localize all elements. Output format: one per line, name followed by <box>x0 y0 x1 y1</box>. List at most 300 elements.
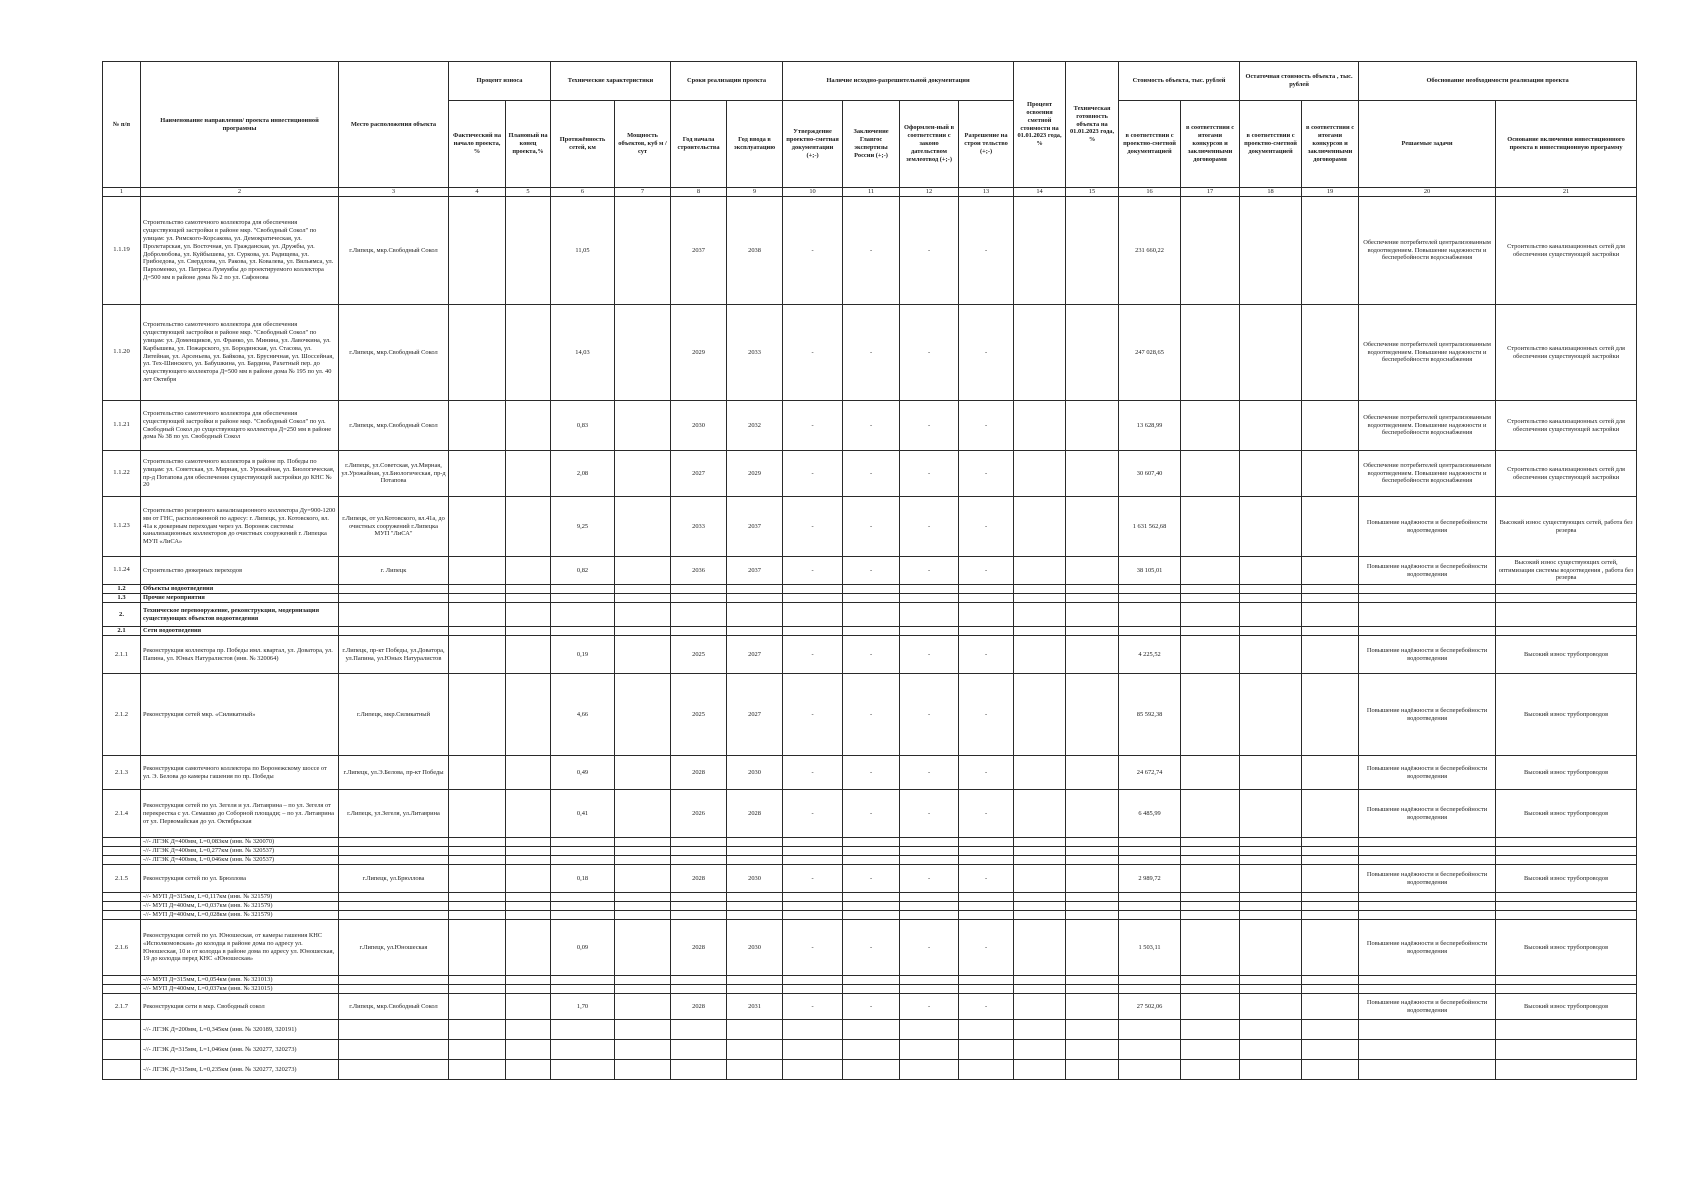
tasks-cell: Обеспечение потребителей централизованным водоотведением. Повышение надежности и бесперебойности водоснабжения <box>1359 451 1496 497</box>
doc-approve-cell: - <box>783 674 843 756</box>
basis-cell: Высокий износ трубопроводов <box>1496 674 1637 756</box>
residual-contest-cell <box>1302 790 1359 838</box>
project-place <box>339 847 449 856</box>
basis-cell <box>1496 902 1637 911</box>
doc-permit-cell: - <box>959 401 1014 451</box>
tech-readiness-cell <box>1066 305 1119 401</box>
cost-contest-cell <box>1181 920 1240 976</box>
header-place: Место расположения объекта <box>339 62 449 188</box>
project-name: Строительство резервного канализационного коллектора Ду=900-1200 мм от ГНС, расположенной по адресу: г. Липецк, ул. Котовского, вл. 41а к дюкерным переходам через ул. Воронеж системы канализационных коллекторов до очистных сооружений г. Липецка МУП «ЛиСА» <box>141 497 339 557</box>
power-cell <box>615 197 671 305</box>
header-justify-group: Обоснование необходимости реализации проекта <box>1359 62 1637 101</box>
power-cell <box>615 756 671 790</box>
row-number: 1.3 <box>103 594 141 603</box>
wear-plan-cell <box>506 1040 551 1060</box>
residual-contest-cell <box>1302 994 1359 1020</box>
column-number: 14 <box>1014 188 1066 197</box>
cost-psd-cell <box>1119 911 1181 920</box>
tasks-cell <box>1359 1060 1496 1080</box>
power-cell <box>615 1040 671 1060</box>
pct-estimate-cell <box>1014 627 1066 636</box>
wear-plan-cell <box>506 674 551 756</box>
cost-psd-cell <box>1119 1020 1181 1040</box>
length-cell <box>551 902 615 911</box>
wear-plan-cell <box>506 838 551 847</box>
doc-land-cell: - <box>900 401 959 451</box>
row-number <box>103 838 141 847</box>
doc-approve-cell <box>783 1040 843 1060</box>
pct-estimate-cell <box>1014 451 1066 497</box>
cost-contest-cell <box>1181 594 1240 603</box>
document-sheet <box>102 61 1632 1080</box>
length-cell: 1,70 <box>551 994 615 1020</box>
column-number: 11 <box>843 188 900 197</box>
project-name: Строительство самотечного коллектора для обеспечения существующей застройки в районе мкр. "Свободный Сокол" по ул. Свободный Сокол до существующего коллектора Д=250 мм в районе дома № 38 по ул. Свободный Сокол <box>141 401 339 451</box>
doc-permit-cell: - <box>959 497 1014 557</box>
cost-contest-cell <box>1181 1060 1240 1080</box>
power-cell <box>615 636 671 674</box>
cost-psd-cell: 6 485,99 <box>1119 790 1181 838</box>
power-cell <box>615 985 671 994</box>
start-year-cell <box>671 585 727 594</box>
project-place: г. Липецк <box>339 557 449 585</box>
cost-psd-cell: 4 225,52 <box>1119 636 1181 674</box>
power-cell <box>615 627 671 636</box>
pct-estimate-cell <box>1014 1020 1066 1040</box>
cost-contest-cell <box>1181 305 1240 401</box>
end-year-cell <box>727 627 783 636</box>
wear-plan-cell <box>506 197 551 305</box>
residual-psd-cell <box>1240 497 1302 557</box>
project-place <box>339 1060 449 1080</box>
residual-contest-cell <box>1302 985 1359 994</box>
doc-approve-cell <box>783 893 843 902</box>
start-year-cell <box>671 603 727 627</box>
wear-fact-cell <box>449 790 506 838</box>
end-year-cell <box>727 893 783 902</box>
start-year-cell <box>671 902 727 911</box>
wear-plan-cell <box>506 1060 551 1080</box>
header-doc-approve: Утверждение проектно-сметная документации (+;-) <box>783 101 843 188</box>
length-cell: 0,19 <box>551 636 615 674</box>
tech-readiness-cell <box>1066 497 1119 557</box>
project-name: Реконструкция сетей по ул. Зегеля и ул. Литаврина – по ул. Зегеля от перекрестка с ул. Семашко до Соборной площади; – по ул. Литаврина от ул. Первомайская до ул. Октябрьская <box>141 790 339 838</box>
investment-program-table <box>102 61 1637 1080</box>
power-cell <box>615 994 671 1020</box>
header-wear-fact: Фактический на начало проекта, % <box>449 101 506 188</box>
doc-permit-cell <box>959 838 1014 847</box>
doc-land-cell <box>900 893 959 902</box>
wear-plan-cell <box>506 994 551 1020</box>
start-year-cell: 2029 <box>671 305 727 401</box>
cost-contest-cell <box>1181 401 1240 451</box>
residual-contest-cell <box>1302 636 1359 674</box>
row-number: 1.1.20 <box>103 305 141 401</box>
project-name: Строительство дюкерных переходов <box>141 557 339 585</box>
project-place: г.Липецк, мкр.Свободный Сокол <box>339 401 449 451</box>
row-number <box>103 1020 141 1040</box>
end-year-cell: 2027 <box>727 674 783 756</box>
residual-contest-cell <box>1302 1040 1359 1060</box>
residual-contest-cell <box>1302 557 1359 585</box>
basis-cell: Высокий износ трубопроводов <box>1496 994 1637 1020</box>
tech-readiness-cell <box>1066 674 1119 756</box>
doc-land-cell <box>900 976 959 985</box>
length-cell: 0,83 <box>551 401 615 451</box>
doc-approve-cell: - <box>783 790 843 838</box>
pct-estimate-cell <box>1014 1060 1066 1080</box>
end-year-cell <box>727 1020 783 1040</box>
doc-approve-cell <box>783 985 843 994</box>
project-name: Техническое перевооружение, реконструкция, модернизация существующих объектов водоотведения <box>141 603 339 627</box>
wear-fact-cell <box>449 603 506 627</box>
power-cell <box>615 893 671 902</box>
basis-cell <box>1496 585 1637 594</box>
doc-approve-cell: - <box>783 865 843 893</box>
end-year-cell <box>727 902 783 911</box>
length-cell <box>551 976 615 985</box>
wear-plan-cell <box>506 790 551 838</box>
cost-psd-cell <box>1119 976 1181 985</box>
residual-psd-cell <box>1240 585 1302 594</box>
column-number: 7 <box>615 188 671 197</box>
length-cell <box>551 1040 615 1060</box>
sub-item-row <box>103 976 1637 985</box>
project-name: -//- МУП Д=400мм, L=0,037км (инв. № 321015) <box>141 985 339 994</box>
end-year-cell <box>727 603 783 627</box>
length-cell <box>551 893 615 902</box>
residual-psd-cell <box>1240 865 1302 893</box>
start-year-cell <box>671 838 727 847</box>
doc-expert-cell <box>843 911 900 920</box>
length-cell: 11,05 <box>551 197 615 305</box>
tech-readiness-cell <box>1066 920 1119 976</box>
residual-psd-cell <box>1240 838 1302 847</box>
power-cell <box>615 790 671 838</box>
tech-readiness-cell <box>1066 1020 1119 1040</box>
cost-contest-cell <box>1181 636 1240 674</box>
header-power: Мощность объектов, куб м /сут <box>615 101 671 188</box>
row-number: 2.1 <box>103 627 141 636</box>
doc-expert-cell <box>843 585 900 594</box>
cost-psd-cell: 85 592,38 <box>1119 674 1181 756</box>
column-number: 16 <box>1119 188 1181 197</box>
cost-psd-cell <box>1119 838 1181 847</box>
doc-approve-cell: - <box>783 994 843 1020</box>
doc-land-cell <box>900 603 959 627</box>
table-row <box>103 674 1637 756</box>
cost-contest-cell <box>1181 497 1240 557</box>
end-year-cell <box>727 594 783 603</box>
wear-fact-cell <box>449 497 506 557</box>
start-year-cell: 2028 <box>671 920 727 976</box>
project-place <box>339 594 449 603</box>
residual-contest-cell <box>1302 1020 1359 1040</box>
doc-land-cell: - <box>900 305 959 401</box>
doc-expert-cell: - <box>843 920 900 976</box>
power-cell <box>615 920 671 976</box>
doc-permit-cell <box>959 976 1014 985</box>
residual-contest-cell <box>1302 627 1359 636</box>
length-cell <box>551 603 615 627</box>
column-number: 5 <box>506 188 551 197</box>
residual-contest-cell <box>1302 976 1359 985</box>
tasks-cell: Повышение надёжности и бесперебойности водоотведения <box>1359 636 1496 674</box>
doc-approve-cell <box>783 1020 843 1040</box>
residual-psd-cell <box>1240 603 1302 627</box>
basis-cell <box>1496 911 1637 920</box>
residual-contest-cell <box>1302 920 1359 976</box>
row-number <box>103 847 141 856</box>
sub-item-row <box>103 1060 1637 1080</box>
residual-contest-cell <box>1302 497 1359 557</box>
doc-land-cell <box>900 985 959 994</box>
row-number: 2.1.6 <box>103 920 141 976</box>
project-place: г.Липецк, ул.Брюллова <box>339 865 449 893</box>
project-name: -//- ЛГЭК Д=400мм, L=0,083км (инв. № 320070) <box>141 838 339 847</box>
row-number: 2. <box>103 603 141 627</box>
wear-fact-cell <box>449 594 506 603</box>
wear-plan-cell <box>506 847 551 856</box>
tech-readiness-cell <box>1066 994 1119 1020</box>
wear-plan-cell <box>506 920 551 976</box>
project-name: -//- ЛГЭК Д=400мм, L=0,277км (инв. № 320537) <box>141 847 339 856</box>
doc-approve-cell: - <box>783 756 843 790</box>
length-cell: 0,82 <box>551 557 615 585</box>
basis-cell: Строительство канализационных сетей для обеспечения существующей застройки <box>1496 451 1637 497</box>
cost-psd-cell: 30 607,40 <box>1119 451 1181 497</box>
residual-psd-cell <box>1240 594 1302 603</box>
doc-permit-cell <box>959 985 1014 994</box>
project-place <box>339 1040 449 1060</box>
column-number: 1 <box>103 188 141 197</box>
row-number <box>103 911 141 920</box>
doc-expert-cell: - <box>843 497 900 557</box>
residual-psd-cell <box>1240 1040 1302 1060</box>
cost-psd-cell: 1 503,11 <box>1119 920 1181 976</box>
doc-expert-cell <box>843 856 900 865</box>
doc-expert-cell <box>843 1040 900 1060</box>
basis-cell <box>1496 985 1637 994</box>
wear-fact-cell <box>449 585 506 594</box>
residual-psd-cell <box>1240 1060 1302 1080</box>
basis-cell <box>1496 893 1637 902</box>
pct-estimate-cell <box>1014 674 1066 756</box>
cost-psd-cell <box>1119 902 1181 911</box>
residual-contest-cell <box>1302 838 1359 847</box>
doc-expert-cell <box>843 847 900 856</box>
doc-approve-cell <box>783 603 843 627</box>
basis-cell <box>1496 1040 1637 1060</box>
tasks-cell: Обеспечение потребителей централизованным водоотведением. Повышение надежности и бесперебойности водоснабжения <box>1359 197 1496 305</box>
doc-approve-cell: - <box>783 557 843 585</box>
project-name: Реконструкция коллектора пр. Победы имл. квартал, ул. Доватора, ул. Папина, ул. Юных Натуралистов (инв. № 320064) <box>141 636 339 674</box>
tasks-cell <box>1359 856 1496 865</box>
sub-item-row <box>103 902 1637 911</box>
wear-fact-cell <box>449 756 506 790</box>
doc-expert-cell: - <box>843 557 900 585</box>
wear-fact-cell <box>449 627 506 636</box>
header-cost-contest: в соответствии с итогами конкурсов и заключенными договорами <box>1181 101 1240 188</box>
residual-contest-cell <box>1302 1060 1359 1080</box>
doc-land-cell <box>900 585 959 594</box>
residual-contest-cell <box>1302 902 1359 911</box>
residual-contest-cell <box>1302 594 1359 603</box>
doc-permit-cell: - <box>959 557 1014 585</box>
header-cost-group: Стоимость объекта, тыс. рублей <box>1119 62 1240 101</box>
doc-land-cell <box>900 838 959 847</box>
residual-contest-cell <box>1302 401 1359 451</box>
doc-expert-cell: - <box>843 865 900 893</box>
row-number: 2.1.3 <box>103 756 141 790</box>
doc-approve-cell <box>783 911 843 920</box>
end-year-cell <box>727 585 783 594</box>
basis-cell <box>1496 603 1637 627</box>
start-year-cell <box>671 627 727 636</box>
wear-plan-cell <box>506 627 551 636</box>
doc-land-cell: - <box>900 497 959 557</box>
end-year-cell: 2037 <box>727 557 783 585</box>
doc-expert-cell <box>843 893 900 902</box>
length-cell <box>551 911 615 920</box>
cost-contest-cell <box>1181 674 1240 756</box>
project-place <box>339 856 449 865</box>
project-name: -//- ЛГЭК Д=315мм, L=0,235км (инв. № 320277, 320273) <box>141 1060 339 1080</box>
wear-plan-cell <box>506 1020 551 1040</box>
basis-cell: Строительство канализационных сетей для обеспечения существующей застройки <box>1496 401 1637 451</box>
end-year-cell <box>727 1060 783 1080</box>
column-number: 20 <box>1359 188 1496 197</box>
project-place <box>339 603 449 627</box>
pct-estimate-cell <box>1014 976 1066 985</box>
power-cell <box>615 847 671 856</box>
pct-estimate-cell <box>1014 790 1066 838</box>
start-year-cell: 2028 <box>671 756 727 790</box>
row-number <box>103 893 141 902</box>
doc-approve-cell <box>783 585 843 594</box>
doc-land-cell: - <box>900 636 959 674</box>
end-year-cell <box>727 838 783 847</box>
doc-expert-cell <box>843 594 900 603</box>
basis-cell: Высокий износ трубопроводов <box>1496 920 1637 976</box>
doc-permit-cell <box>959 1040 1014 1060</box>
pct-estimate-cell <box>1014 594 1066 603</box>
cost-contest-cell <box>1181 585 1240 594</box>
doc-approve-cell: - <box>783 920 843 976</box>
doc-expert-cell <box>843 603 900 627</box>
pct-estimate-cell <box>1014 893 1066 902</box>
table-row <box>103 401 1637 451</box>
cost-contest-cell <box>1181 865 1240 893</box>
doc-permit-cell: - <box>959 994 1014 1020</box>
doc-land-cell <box>900 847 959 856</box>
wear-fact-cell <box>449 994 506 1020</box>
power-cell <box>615 497 671 557</box>
power-cell <box>615 856 671 865</box>
residual-psd-cell <box>1240 902 1302 911</box>
wear-fact-cell <box>449 305 506 401</box>
tasks-cell <box>1359 594 1496 603</box>
pct-estimate-cell <box>1014 920 1066 976</box>
tech-readiness-cell <box>1066 627 1119 636</box>
residual-psd-cell <box>1240 305 1302 401</box>
pct-estimate-cell <box>1014 497 1066 557</box>
residual-psd-cell <box>1240 985 1302 994</box>
project-place: г.Липецк, мкр.Свободный Сокол <box>339 305 449 401</box>
doc-permit-cell: - <box>959 305 1014 401</box>
basis-cell <box>1496 856 1637 865</box>
cost-contest-cell <box>1181 856 1240 865</box>
header-wear-plan: Плановый на конец проекта,% <box>506 101 551 188</box>
header-pct-estimate: Процент освоения сметной стоимости на 01.01.2023 года, % <box>1014 62 1066 188</box>
project-place <box>339 585 449 594</box>
row-number <box>103 976 141 985</box>
doc-permit-cell <box>959 911 1014 920</box>
doc-land-cell <box>900 902 959 911</box>
tasks-cell <box>1359 838 1496 847</box>
length-cell: 0,09 <box>551 920 615 976</box>
power-cell <box>615 674 671 756</box>
length-cell <box>551 847 615 856</box>
header-wear-group: Процент износа <box>449 62 551 101</box>
project-name: Объекты водоотведения <box>141 585 339 594</box>
pct-estimate-cell <box>1014 911 1066 920</box>
residual-psd-cell <box>1240 1020 1302 1040</box>
doc-permit-cell <box>959 1060 1014 1080</box>
cost-contest-cell <box>1181 197 1240 305</box>
cost-contest-cell <box>1181 893 1240 902</box>
project-name: -//- ЛГЭК Д=400мм, L=0,046км (инв. № 320537) <box>141 856 339 865</box>
table-row <box>103 305 1637 401</box>
project-name: -//- МУП Д=400мм, L=0,037км (инв. № 321579) <box>141 902 339 911</box>
doc-expert-cell: - <box>843 401 900 451</box>
doc-permit-cell: - <box>959 674 1014 756</box>
residual-contest-cell <box>1302 197 1359 305</box>
row-number: 1.1.21 <box>103 401 141 451</box>
power-cell <box>615 1020 671 1040</box>
wear-plan-cell <box>506 401 551 451</box>
end-year-cell: 2031 <box>727 994 783 1020</box>
row-number <box>103 985 141 994</box>
header-cost-psd: в соответствии с проектно-сметной документацией <box>1119 101 1181 188</box>
project-name: Сети водоотведения <box>141 627 339 636</box>
basis-cell: Строительство канализационных сетей для обеспечения существующей застройки <box>1496 197 1637 305</box>
residual-psd-cell <box>1240 790 1302 838</box>
basis-cell: Высокий износ трубопроводов <box>1496 756 1637 790</box>
header-name: Наименование направления/ проекта инвестиционной программы <box>141 62 339 188</box>
end-year-cell: 2032 <box>727 401 783 451</box>
wear-plan-cell <box>506 603 551 627</box>
start-year-cell <box>671 1020 727 1040</box>
cost-contest-cell <box>1181 627 1240 636</box>
doc-expert-cell: - <box>843 305 900 401</box>
column-number: 15 <box>1066 188 1119 197</box>
pct-estimate-cell <box>1014 557 1066 585</box>
power-cell <box>615 603 671 627</box>
wear-plan-cell <box>506 976 551 985</box>
cost-psd-cell <box>1119 1040 1181 1060</box>
start-year-cell <box>671 985 727 994</box>
tech-readiness-cell <box>1066 557 1119 585</box>
tasks-cell: Обеспечение потребителей централизованным водоотведением. Повышение надежности и бесперебойности водоснабжения <box>1359 401 1496 451</box>
cost-psd-cell: 1 631 562,68 <box>1119 497 1181 557</box>
row-number: 1.1.22 <box>103 451 141 497</box>
length-cell <box>551 838 615 847</box>
residual-contest-cell <box>1302 305 1359 401</box>
tasks-cell: Повышение надёжности и бесперебойности водоотведения <box>1359 920 1496 976</box>
cost-psd-cell: 38 105,01 <box>1119 557 1181 585</box>
header-end-year: Год ввода в эксплуатацию <box>727 101 783 188</box>
